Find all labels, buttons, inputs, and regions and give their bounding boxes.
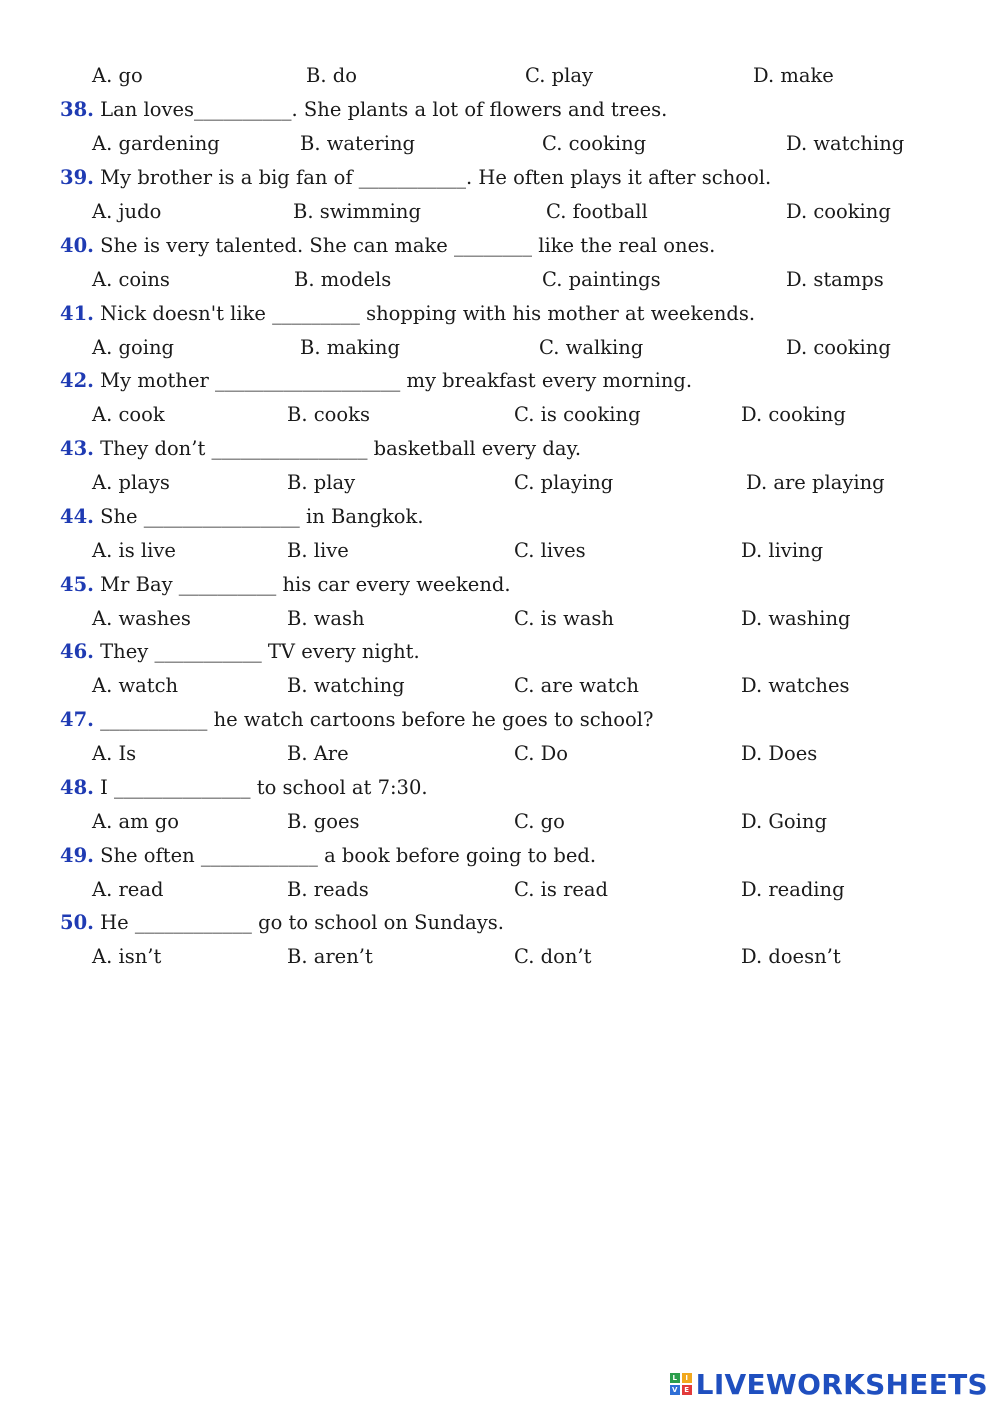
question-number: 44. xyxy=(60,505,94,528)
options-row-50 xyxy=(0,942,1000,972)
logo-tile: E xyxy=(682,1385,692,1395)
question-number: 45. xyxy=(60,573,94,596)
option-c[interactable]: C. paintings xyxy=(542,268,661,291)
option-b[interactable]: B. goes xyxy=(287,810,360,833)
option-b[interactable]: B. watching xyxy=(287,674,405,697)
option-c[interactable]: C. lives xyxy=(514,539,586,562)
question-text: They ___________ TV every night. xyxy=(100,640,420,663)
option-c[interactable]: C. football xyxy=(546,200,648,223)
question-46 xyxy=(0,637,1000,667)
question-number: 49. xyxy=(60,844,94,867)
options-row-45 xyxy=(0,604,1000,634)
option-d[interactable]: D. cooking xyxy=(741,403,846,426)
question-number: 41. xyxy=(60,302,94,325)
question-text: My brother is a big fan of ___________. He often plays it after school. xyxy=(100,166,772,189)
option-d[interactable]: D. watching xyxy=(786,132,905,155)
question-number: 40. xyxy=(60,234,94,257)
option-a[interactable]: A. coins xyxy=(92,268,170,291)
question-text: Mr Bay __________ his car every weekend. xyxy=(100,573,511,596)
question-39 xyxy=(0,163,1000,193)
option-d[interactable]: D. make xyxy=(753,64,834,87)
option-b[interactable]: B. swimming xyxy=(293,200,421,223)
question-text: She is very talented. She can make ________ like the real ones. xyxy=(100,234,716,257)
option-c[interactable]: C. is read xyxy=(514,878,609,901)
question-43 xyxy=(0,434,1000,464)
liveworksheets-logo[interactable] xyxy=(670,1364,988,1404)
question-text: ___________ he watch cartoons before he goes to school? xyxy=(100,708,654,731)
option-b[interactable]: B. play xyxy=(287,471,356,494)
options-row-39 xyxy=(0,197,1000,227)
options-row-44 xyxy=(0,536,1000,566)
logo-tile: I xyxy=(682,1373,692,1383)
option-b[interactable]: B. live xyxy=(287,539,349,562)
question-number: 43. xyxy=(60,437,94,460)
option-a[interactable]: A. read xyxy=(92,878,164,901)
option-a[interactable]: A. Is xyxy=(92,742,137,765)
option-b[interactable]: B. aren’t xyxy=(287,945,373,968)
options-row-40 xyxy=(0,265,1000,295)
option-a[interactable]: A. isn’t xyxy=(92,945,162,968)
option-b[interactable]: B. making xyxy=(300,336,400,359)
option-a[interactable]: A. washes xyxy=(92,607,191,630)
question-text: They don’t ________________ basketball every day. xyxy=(100,437,582,460)
question-49 xyxy=(0,841,1000,871)
option-b[interactable]: B. Are xyxy=(287,742,349,765)
option-b[interactable]: B. wash xyxy=(287,607,365,630)
question-45 xyxy=(0,570,1000,600)
option-b[interactable]: B. watering xyxy=(300,132,416,155)
option-c[interactable]: C. is wash xyxy=(514,607,614,630)
options-row-41 xyxy=(0,333,1000,363)
option-d[interactable]: D. cooking xyxy=(786,336,891,359)
question-text: She often ____________ a book before going to bed. xyxy=(100,844,597,867)
option-d[interactable]: D. Does xyxy=(741,742,818,765)
option-d[interactable]: D. doesn’t xyxy=(741,945,841,968)
options-row-38 xyxy=(0,129,1000,159)
question-number: 38. xyxy=(60,98,94,121)
question-38 xyxy=(0,95,1000,125)
question-40 xyxy=(0,231,1000,261)
options-row-47 xyxy=(0,739,1000,769)
question-48 xyxy=(0,773,1000,803)
option-d[interactable]: D. stamps xyxy=(786,268,884,291)
question-number: 39. xyxy=(60,166,94,189)
option-c[interactable]: C. playing xyxy=(514,471,614,494)
option-a[interactable]: A. am go xyxy=(92,810,180,833)
question-text: I ______________ to school at 7:30. xyxy=(100,776,428,799)
option-b[interactable]: B. cooks xyxy=(287,403,370,426)
option-a[interactable]: A. judo xyxy=(92,200,162,223)
option-b[interactable]: B. models xyxy=(294,268,392,291)
question-text: He ____________ go to school on Sundays. xyxy=(100,911,504,934)
options-row-48 xyxy=(0,807,1000,837)
question-number: 48. xyxy=(60,776,94,799)
question-text: She ________________ in Bangkok. xyxy=(100,505,424,528)
option-d[interactable]: D. Going xyxy=(741,810,827,833)
logo-mark-icon xyxy=(670,1373,692,1395)
question-text: My mother ___________________ my breakfast every morning. xyxy=(100,369,693,392)
option-c[interactable]: C. cooking xyxy=(542,132,647,155)
question-42 xyxy=(0,366,1000,396)
option-b[interactable]: B. reads xyxy=(287,878,369,901)
option-c[interactable]: C. is cooking xyxy=(514,403,641,426)
question-50 xyxy=(0,908,1000,938)
options-row-46 xyxy=(0,671,1000,701)
question-number: 50. xyxy=(60,911,94,934)
option-b[interactable]: B. do xyxy=(306,64,357,87)
logo-tile: V xyxy=(670,1385,680,1395)
question-number: 46. xyxy=(60,640,94,663)
option-a[interactable]: A. is live xyxy=(92,539,176,562)
option-d[interactable]: D. living xyxy=(741,539,824,562)
question-47 xyxy=(0,705,1000,735)
option-d[interactable]: D. watches xyxy=(741,674,850,697)
option-d[interactable]: D. reading xyxy=(741,878,845,901)
option-c[interactable]: C. walking xyxy=(539,336,644,359)
option-c[interactable]: C. are watch xyxy=(514,674,639,697)
option-d[interactable]: D. washing xyxy=(741,607,851,630)
logo-tile: L xyxy=(670,1373,680,1383)
question-44 xyxy=(0,502,1000,532)
option-a[interactable]: A. watch xyxy=(92,674,179,697)
option-c[interactable]: C. Do xyxy=(514,742,568,765)
option-a[interactable]: A. gardening xyxy=(92,132,220,155)
option-c[interactable]: C. don’t xyxy=(514,945,592,968)
option-a[interactable]: A. go xyxy=(92,64,143,87)
option-d[interactable]: D. are playing xyxy=(746,471,885,494)
question-text: Lan loves__________. She plants a lot of flowers and trees. xyxy=(100,98,668,121)
question-text: Nick doesn't like _________ shopping with his mother at weekends. xyxy=(100,302,756,325)
option-d[interactable]: D. cooking xyxy=(786,200,891,223)
option-a[interactable]: A. plays xyxy=(92,471,170,494)
option-c[interactable]: C. play xyxy=(525,64,593,87)
question-41 xyxy=(0,299,1000,329)
option-c[interactable]: C. go xyxy=(514,810,565,833)
question-number: 47. xyxy=(60,708,94,731)
options-row-43 xyxy=(0,468,1000,498)
options-row-49 xyxy=(0,875,1000,905)
question-number: 42. xyxy=(60,369,94,392)
options-row-42 xyxy=(0,400,1000,430)
options-row-37 xyxy=(0,61,1000,91)
option-a[interactable]: A. cook xyxy=(92,403,165,426)
logo-text: LIVEWORKSHEETS xyxy=(695,1367,988,1401)
option-a[interactable]: A. going xyxy=(92,336,174,359)
